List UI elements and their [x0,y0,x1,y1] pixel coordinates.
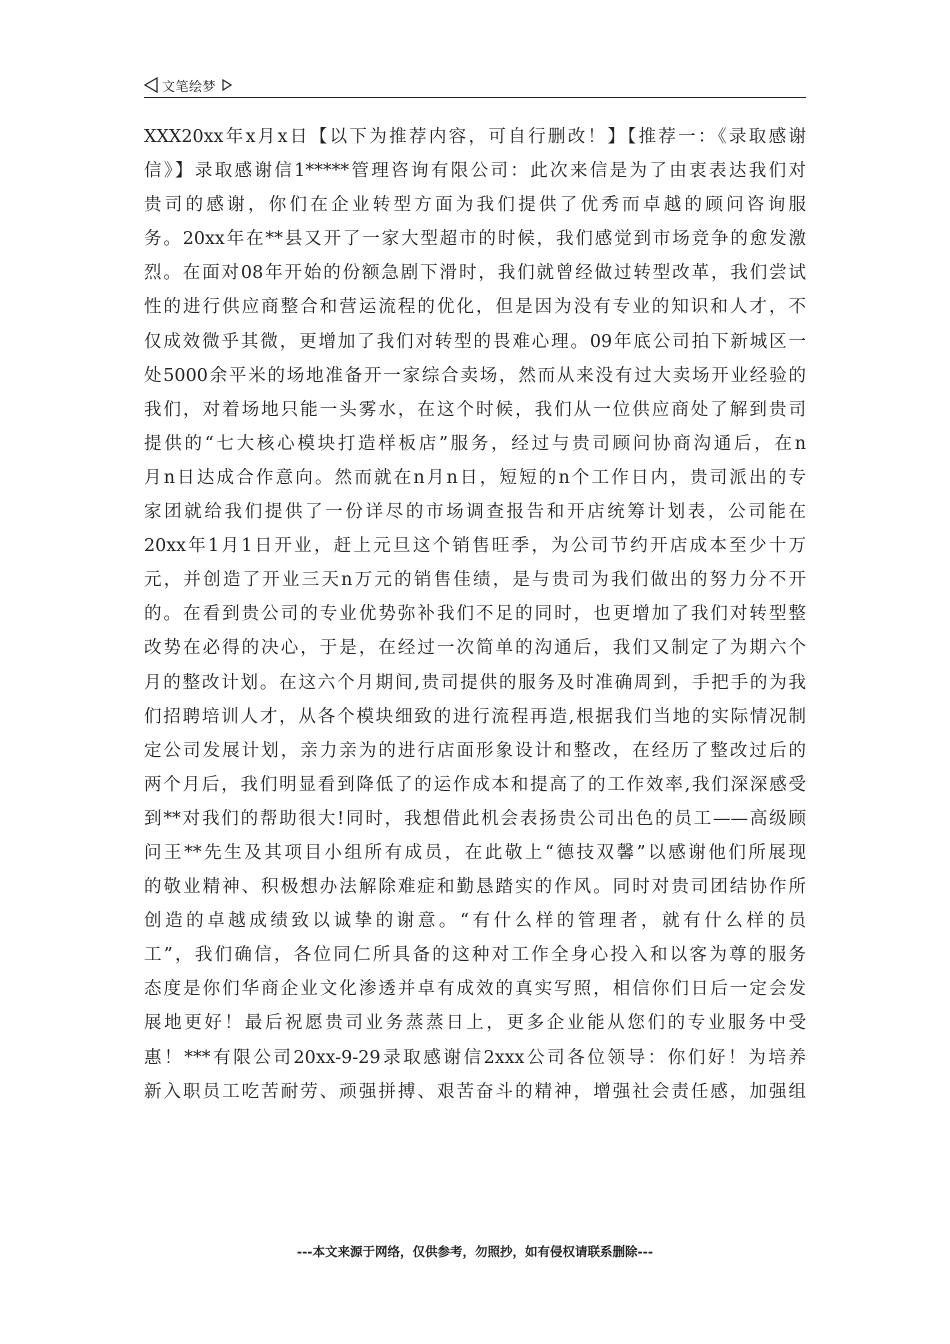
text-line: 改势在必得的决心，于是，在经过一次简单的沟通后，我们又制定了为期六个 [144,638,806,659]
text-line: 惠！***有限公司20xx-9-29录取感谢信2xxx公司各位领导：你们好！为培养 [144,1047,806,1068]
text-line: 贵司的感谢，你们在企业转型方面为我们提供了优秀而卓越的顾问咨询服 [144,195,806,216]
text-line: 到**对我们的帮助很大!同时，我想借此机会表扬贵公司出色的员工——高级顾 [144,808,806,829]
text-line: XXX20xx年x月x日【以下为推荐内容，可自行删改！】【推荐一：《录取感谢 [144,127,806,147]
text-line: 信》】录取感谢信1*****管理咨询有限公司：此次来信是为了由衷表达我们对 [144,161,806,182]
text-line: 态度是你们华商企业文化渗透并卓有成效的真实写照，相信你们日后一定会发 [144,979,806,1000]
text-line: 烈。在面对08年开始的份额急剧下滑时，我们就曾经做过转型改革，我们尝试 [144,263,806,284]
text-line: 创造的卓越成绩致以诚挚的谢意。“有什么样的管理者，就有什么样的员 [144,911,806,932]
brand-text: 文笔绘梦 [162,79,217,95]
brand [144,76,232,94]
text-line: 我们，对着场地只能一头雾水，在这个时候，我们从一位供应商处了解到贵司 [144,399,806,420]
text-line: 问王**先生及其项目小组所有成员，在此敬上“德技双馨”以感谢他们所展现 [144,842,806,863]
triangle-left-outline-icon [144,77,158,93]
text-line: 提供的“七大核心模块打造样板店”服务，经过与贵司顾问协商沟通后，在n [144,433,806,454]
triangle-right-outline-icon [222,79,232,91]
document-body [144,120,806,1109]
text-line: 们招聘培训人才，从各个模块细致的进行流程再造,根据我们当地的实际情况制 [144,706,806,727]
text-line: 元，并创造了开业三天n万元的销售佳绩，是与贵司为我们做出的努力分不开 [144,570,806,591]
text-line: 展地更好！最后祝愿贵司业务蒸蒸日上，更多企业能从您们的专业服务中受 [144,1013,806,1034]
text-line: 的敬业精神、积极想办法解除难症和勤恳踏实的作风。同时对贵司团结协作所 [144,877,806,898]
text-line: 的。在看到贵公司的专业优势弥补我们不足的同时，也更增加了我们对转型整 [144,604,806,625]
text-line: 定公司发展计划，亲力亲为的进行店面形象设计和整改，在经历了整改过后的 [144,740,806,761]
text-line: 工”，我们确信，各位同仁所具备的这种对工作全身心投入和以客为尊的服务 [144,945,806,966]
text-line: 20xx年1月1日开业，赶上元旦这个销售旺季，为公司节约开店成本至少十万 [144,536,806,557]
text-line: 两个月后，我们明显看到降低了的运作成本和提高了的工作效率,我们深深感受 [144,774,806,795]
text-line: 仅成效微乎其微，更增加了我们对转型的畏难心理。09年底公司拍下新城区一 [144,331,806,352]
text-line: 新入职员工吃苦耐劳、顽强拼搏、艰苦奋斗的精神，增强社会责任感，加强组 [144,1081,806,1102]
text-line: 处5000余平米的场地准备开一家综合卖场，然而从来没有过大卖场开业经验的 [144,365,806,386]
text-line: 务。20xx年在**县又开了一家大型超市的时候，我们感觉到市场竞争的愈发激 [144,229,806,250]
text-line: 家团就给我们提供了一份详尽的市场调查报告和开店统筹计划表，公司能在 [144,502,806,523]
text-line: 月的整改计划。在这六个月期间,贵司提供的服务及时准确周到，手把手的为我 [144,672,806,693]
footer-notice: ---本文来源于网络，仅供参考，勿照抄，如有侵权请联系删除--- [296,1244,654,1259]
text-line: 月n日达成合作意向。然而就在n月n日，短短的n个工作日内，贵司派出的专 [144,467,806,488]
text-line: 性的进行供应商整合和营运流程的优化，但是因为没有专业的知识和人才，不 [144,297,806,318]
page-header [144,72,806,98]
